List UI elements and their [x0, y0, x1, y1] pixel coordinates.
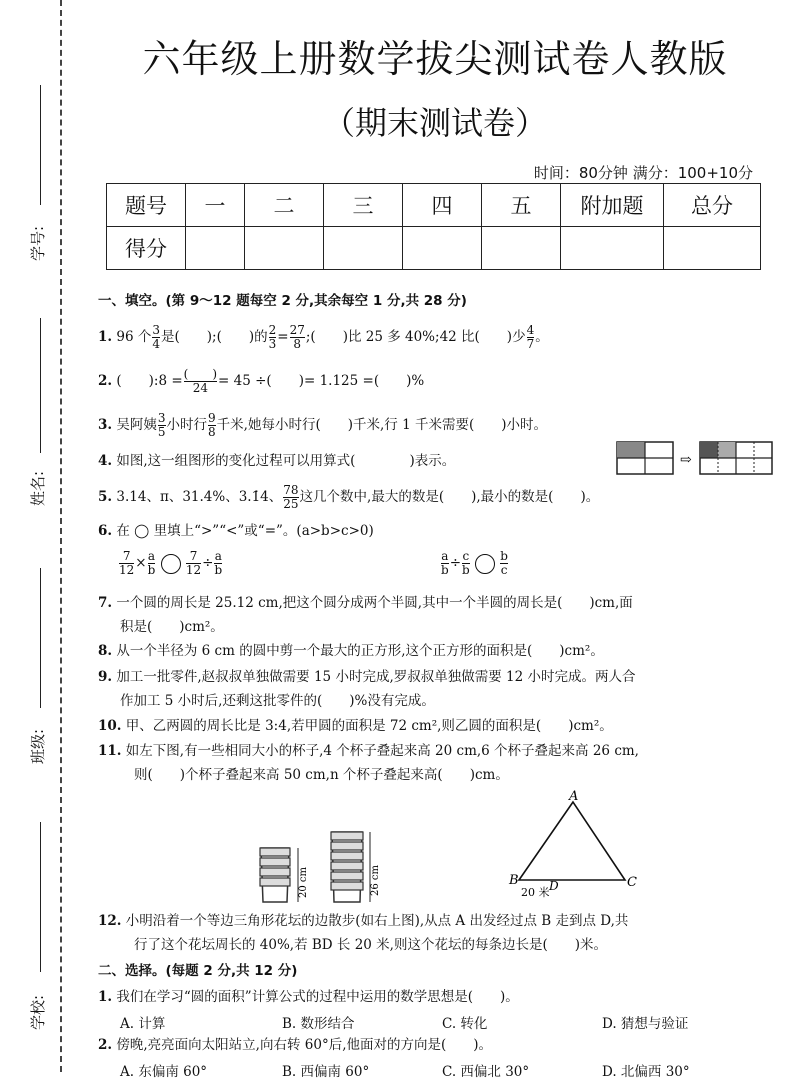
- question-text: 小明沿着一个等边三角形花坛的边散步(如右上图),从点 A 出发经过点 B 走到点 D,共: [125, 913, 629, 929]
- operator: ÷: [202, 555, 214, 571]
- table-cell: 一: [186, 184, 245, 227]
- height-label: 20 cm: [298, 867, 309, 898]
- score-input-cell[interactable]: [324, 227, 403, 270]
- score-input-cell[interactable]: [482, 227, 561, 270]
- table-cell: 五: [482, 184, 561, 227]
- question-6: [98, 522, 765, 540]
- question-number: 2.: [98, 1037, 113, 1053]
- name-label: 姓名:: [29, 470, 48, 507]
- question-text: =: [277, 329, 289, 345]
- bd-length: 20 米: [521, 886, 550, 899]
- answer-circle[interactable]: [161, 554, 181, 574]
- page-title: 六年级上册数学拔尖测试卷人教版: [142, 37, 728, 81]
- cup-rim: [260, 848, 290, 856]
- question-text: 加工一批零件,赵叔叔单独做需要 15 小时完成,罗叔叔单独做需要 12 小时完成。两人合: [116, 669, 636, 685]
- fraction: [119, 550, 134, 577]
- cup-rim: [331, 862, 363, 870]
- question-number: 1.: [98, 329, 113, 345]
- numerator: 3: [157, 411, 166, 425]
- denominator: c: [500, 563, 508, 577]
- question-12: [98, 912, 765, 930]
- question-9-line2: 作加工 5 小时后,还剩这批零件的( )%没有完成。: [120, 693, 435, 709]
- numerator: a: [147, 549, 156, 563]
- comparison-2: [440, 550, 640, 577]
- option-a[interactable]: A. 东偏南 60°: [120, 1064, 208, 1080]
- question-text: 从一个半径为 6 cm 的圆中剪一个最大的正方形,这个正方形的面积是( )cm²。: [116, 643, 604, 659]
- numerator: 78: [283, 483, 299, 497]
- time-info: 时间：80分钟 满分：100+10分: [533, 164, 753, 182]
- student-id-field[interactable]: [8, 85, 58, 275]
- numerator: a: [214, 549, 222, 563]
- option-b[interactable]: B. 西偏南 60°: [282, 1064, 370, 1080]
- cup-rim: [331, 872, 363, 880]
- question-number: 4.: [98, 453, 113, 469]
- name-line: [40, 318, 41, 453]
- answer-circle[interactable]: [475, 554, 495, 574]
- question-11: [98, 742, 765, 760]
- school-line: [40, 822, 41, 972]
- numerator: 7: [186, 550, 201, 564]
- fraction: [462, 550, 470, 577]
- question-text: 是( );( )的: [161, 329, 268, 345]
- option-d[interactable]: D. 北偏西 30°: [602, 1064, 690, 1080]
- fraction: [214, 550, 222, 577]
- cup-rim: [331, 852, 363, 860]
- question-12-line2: 行了这个花坛周长的 40%,若 BD 长 20 米,则这个花坛的每条边长是( )米。: [134, 937, 608, 953]
- question-number: 12.: [98, 913, 122, 929]
- vertex-b: B: [509, 873, 519, 888]
- cup-rim: [260, 868, 290, 876]
- vertex-c: C: [627, 875, 637, 890]
- figure-shaded: [617, 442, 645, 458]
- student-id-line: [40, 85, 41, 205]
- cups-figure: [256, 828, 386, 906]
- school-label: 学校:: [29, 994, 48, 1031]
- denominator: 8: [293, 337, 302, 351]
- cup-stack-4: [260, 848, 290, 902]
- question-text: 小时行: [166, 417, 208, 433]
- question-text: 3.14、π、31.4%、3.1̇4̇、: [116, 489, 283, 505]
- fraction: [527, 324, 535, 351]
- numerator: 2: [268, 323, 277, 337]
- cup-stack-6: [331, 832, 363, 902]
- question-number: 5.: [98, 489, 113, 505]
- question-number: 1.: [98, 989, 113, 1005]
- arrow-icon: ⇨: [680, 452, 692, 468]
- numerator: 3: [152, 323, 161, 337]
- question-10: [98, 717, 765, 735]
- cup-rim: [331, 882, 363, 890]
- denominator: b: [147, 563, 156, 577]
- numerator: c: [462, 549, 470, 563]
- question-text: 甲、乙两圆的周长比是 3:4,若甲圆的面积是 72 cm²,则乙圆的面积是( )cm²。: [125, 718, 613, 734]
- class-field[interactable]: [8, 568, 58, 768]
- question-text: 96 个: [116, 329, 152, 345]
- fraction: [186, 550, 201, 577]
- triangle-figure: [505, 788, 645, 900]
- cup-rim: [331, 832, 363, 840]
- fraction: [290, 324, 305, 351]
- denominator: 12: [185, 563, 202, 577]
- table-cell: 二: [245, 184, 324, 227]
- triangle-shape: [519, 802, 625, 880]
- question-9: [98, 668, 765, 686]
- fraction: [283, 484, 298, 511]
- school-field[interactable]: [8, 822, 58, 1032]
- question-text: 这几个数中,最大的数是( ),最小的数是( )。: [299, 489, 600, 505]
- comparison-1: [98, 550, 398, 577]
- fraction: [500, 550, 508, 577]
- question-3: [98, 412, 765, 439]
- fraction-figure: [616, 440, 774, 476]
- fraction: [269, 324, 277, 351]
- fraction: [184, 368, 217, 395]
- score-input-cell[interactable]: [561, 227, 664, 270]
- question-text: = 45 ÷( )= 1.125 =( )%: [218, 373, 425, 389]
- denominator: 24: [192, 381, 208, 395]
- question-2: [98, 368, 765, 395]
- denominator: 3: [268, 337, 277, 351]
- question-text: 。: [535, 329, 549, 345]
- question-number: 3.: [98, 417, 113, 433]
- numerator: ( ): [183, 367, 218, 381]
- denominator: 7: [526, 337, 535, 351]
- numerator: 7: [119, 550, 134, 564]
- student-id-label: 学号:: [29, 225, 48, 262]
- fraction: [208, 412, 216, 439]
- numerator: 9: [208, 411, 216, 425]
- cup-rim: [260, 878, 290, 886]
- question-text: 如图,这一组图形的变化过程可以用算式( )表示。: [116, 453, 456, 469]
- option-b[interactable]: B. 数形结合: [282, 1016, 355, 1032]
- section2-heading: 二、选择。(每题 2 分,共 12 分): [98, 963, 298, 979]
- numerator: 4: [526, 323, 535, 337]
- table-cell: 题号: [107, 184, 186, 227]
- question-number: 10.: [98, 718, 122, 734]
- question-number: 11.: [98, 743, 122, 759]
- question-8: [98, 642, 765, 660]
- question-5: [98, 484, 765, 511]
- cup-rim: [331, 842, 363, 850]
- fold-line: [60, 0, 62, 1072]
- question-text: ;( )比 25 多 40%;42 比( )少: [305, 329, 526, 345]
- score-table: [106, 183, 761, 270]
- question-text: 在 ◯ 里填上“>”“<”或“=”。(a>b>c>0): [116, 523, 374, 539]
- denominator: b: [214, 563, 223, 577]
- question-text: 我们在学习“圆的面积”计算公式的过程中运用的数学思想是( )。: [116, 989, 519, 1005]
- choice-question-2: [98, 1036, 765, 1054]
- question-number: 6.: [98, 523, 113, 539]
- question-number: 2.: [98, 373, 113, 389]
- numerator: b: [500, 549, 508, 563]
- fraction: [158, 412, 166, 439]
- table-cell: 总分: [664, 184, 761, 227]
- question-text: 如左下图,有一些相同大小的杯子,4 个杯子叠起来高 20 cm,6 个杯子叠起来高 26 cm,: [125, 743, 639, 759]
- denominator: 4: [152, 337, 161, 351]
- denominator: 8: [208, 425, 216, 439]
- denominator: 25: [283, 497, 299, 511]
- question-number: 9.: [98, 669, 113, 685]
- question-7: [98, 594, 765, 612]
- denominator: b: [462, 563, 470, 577]
- operator: ÷: [449, 555, 461, 571]
- question-11-line2: 则( )个杯子叠起来高 50 cm,n 个杯子叠起来高( )cm。: [134, 767, 509, 783]
- question-text: 一个圆的周长是 25.12 cm,把这个圆分成两个半圆,其中一个半圆的周长是( )cm,面: [116, 595, 633, 611]
- vertex-a: A: [569, 789, 579, 804]
- class-label: 班级:: [29, 728, 48, 765]
- figure-shaded: [718, 442, 736, 458]
- table-cell: 得分: [107, 227, 186, 270]
- class-line: [40, 568, 41, 708]
- page-subtitle: （期末测试卷）: [322, 104, 547, 142]
- score-table-score-row: [107, 227, 761, 270]
- score-input-cell[interactable]: [403, 227, 482, 270]
- option-c[interactable]: C. 西偏北 30°: [442, 1064, 530, 1080]
- fraction: [152, 324, 160, 351]
- binding-margin: [0, 0, 70, 1072]
- option-c[interactable]: C. 转化: [442, 1016, 488, 1032]
- operator: ×: [135, 555, 147, 571]
- numerator: 27: [289, 323, 305, 337]
- name-field[interactable]: [8, 318, 58, 518]
- question-text: 千米,她每小时行( )千米,行 1 千米需要( )小时。: [216, 417, 547, 433]
- question-1: [98, 324, 765, 351]
- question-number: 8.: [98, 643, 113, 659]
- denominator: 5: [157, 425, 166, 439]
- question-7-line2: 积是( )cm²。: [120, 619, 224, 635]
- question-text: 吴阿姨: [116, 417, 157, 433]
- cup-rim: [260, 858, 290, 866]
- choice-question-1: [98, 988, 765, 1006]
- denominator: 12: [119, 563, 135, 577]
- question-text: ( ):8 =: [116, 373, 183, 389]
- option-d[interactable]: D. 猜想与验证: [602, 1016, 689, 1032]
- numerator: a: [441, 549, 449, 563]
- question-text: 傍晚,亮亮面向太阳站立,向右转 60°后,他面对的方向是( )。: [116, 1037, 493, 1053]
- score-input-cell[interactable]: [245, 227, 324, 270]
- option-a[interactable]: A. 计算: [120, 1016, 166, 1032]
- point-d: D: [549, 879, 559, 893]
- score-input-cell[interactable]: [186, 227, 245, 270]
- table-cell: 附加题: [561, 184, 664, 227]
- score-input-cell[interactable]: [664, 227, 761, 270]
- denominator: b: [441, 563, 449, 577]
- table-cell: 四: [403, 184, 482, 227]
- figure-shaded: [700, 442, 718, 458]
- height-label: 26 cm: [370, 865, 381, 896]
- question-number: 7.: [98, 595, 113, 611]
- table-cell: 三: [324, 184, 403, 227]
- fraction: [148, 550, 156, 577]
- score-table-header-row: [107, 184, 761, 227]
- section1-heading: 一、填空。(第 9～12 题每空 2 分,其余每空 1 分,共 28 分): [98, 293, 467, 309]
- fraction: [441, 550, 449, 577]
